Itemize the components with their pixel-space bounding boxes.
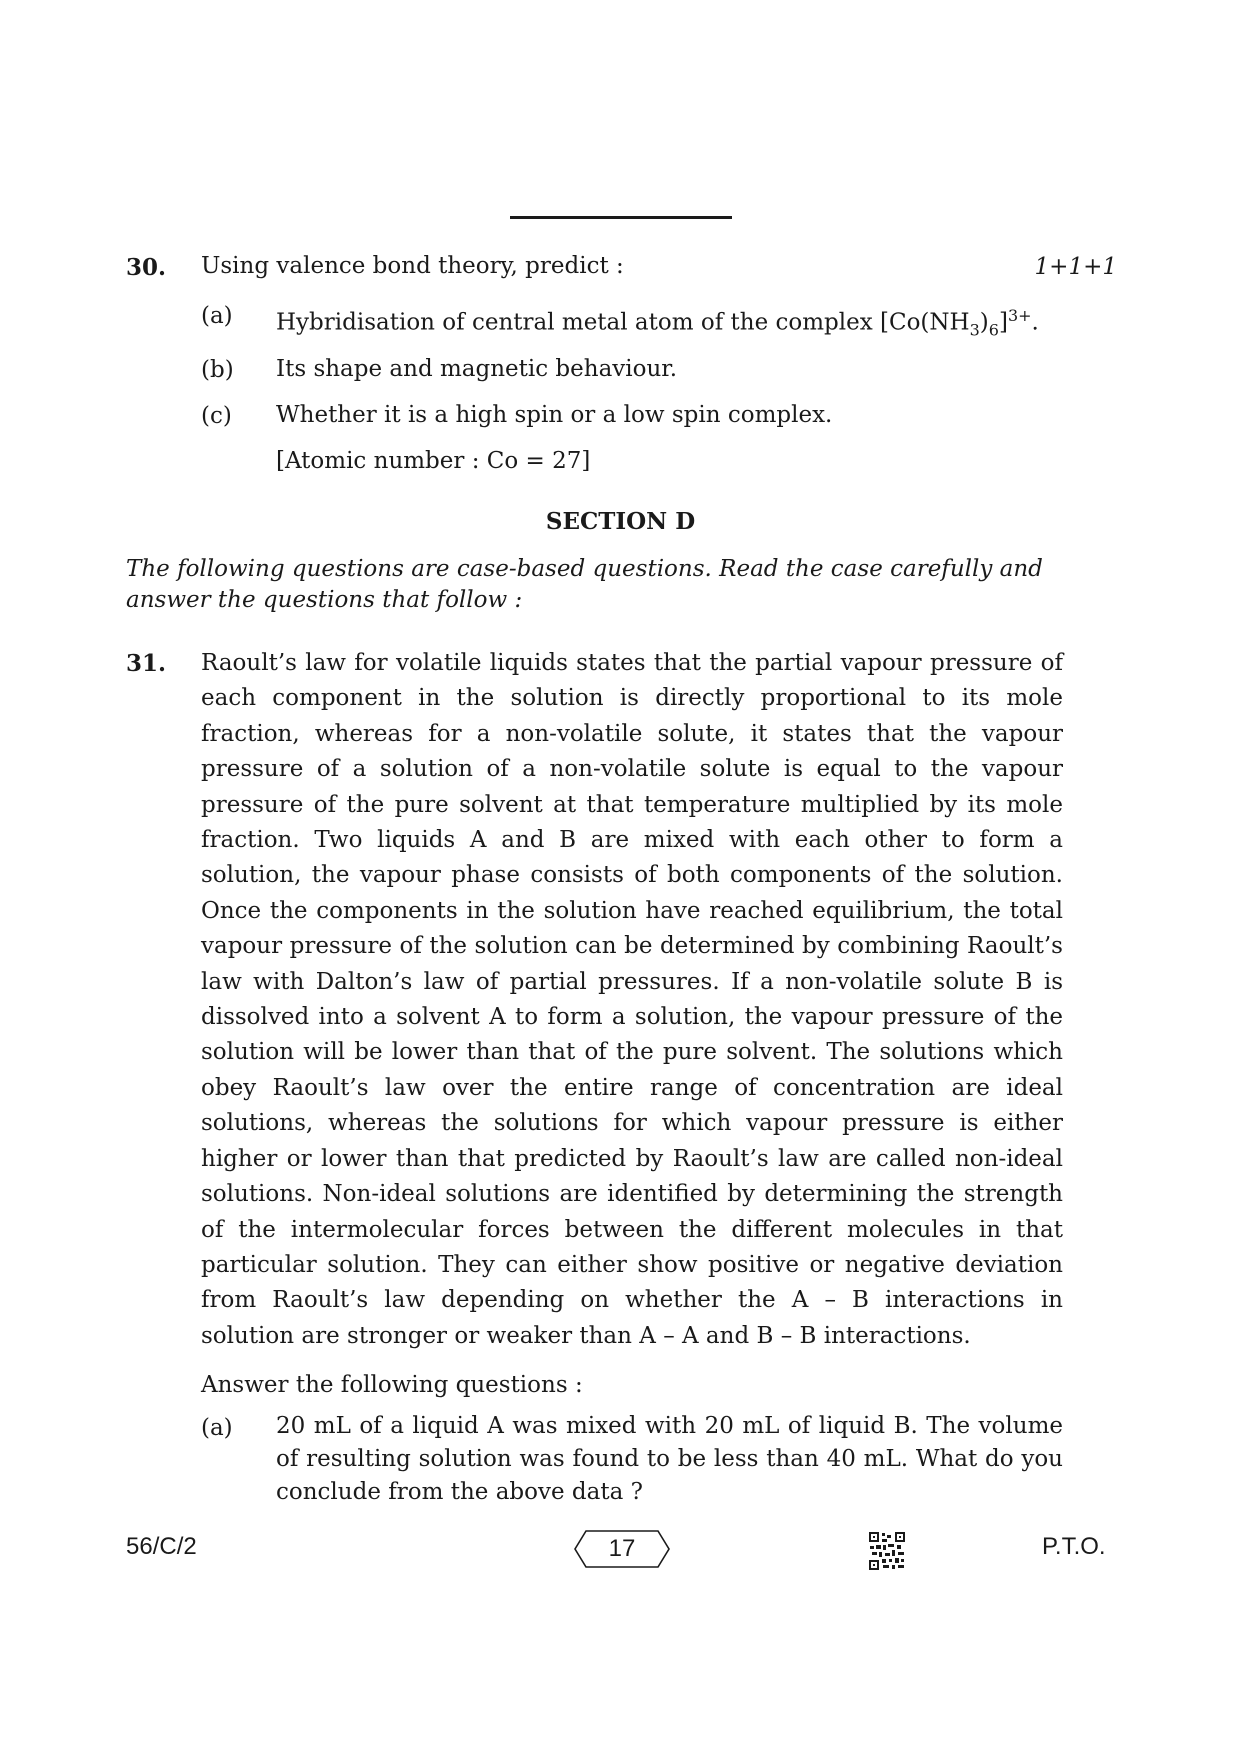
question-30-number: 30. [126,254,167,281]
top-rule [510,216,732,219]
q30-part-b-label: (b) [201,357,234,383]
question-30-marks: 1+1+1 [1034,254,1117,280]
section-title: SECTION D [545,508,696,535]
q31-part-a-text: 20 mL of a liquid A was mixed with 20 mL of liquid B. The volume of resulting solution was found to be less than 40 mL. What do you conclude from the above data ? [276,1413,1063,1505]
q30-part-a-text: Hybridisation of central metal atom of the complex $[Co(NH_3)_6]^{3+}$. [276,306,1039,340]
q30-part-c-text: Whether it is a high spin or a low spin complex. [276,402,833,428]
q31-part-a-label: (a) [201,1415,233,1441]
answer-intro: Answer the following questions : [201,1372,583,1398]
question-31-number: 31. [126,650,167,677]
paper-code: 56/C/2 [126,1533,197,1560]
please-turn-over: P.T.O. [1042,1533,1106,1560]
q30-part-b-text: Its shape and magnetic behaviour. [276,356,678,382]
page-number: 17 [608,1535,636,1562]
q30-note: [Atomic number : Co = 27] [276,448,591,474]
question-31-passage: Raoult’s law for volatile liquids states that the partial vapour pressure of each component in the solution is directly proportional to its mole fraction, whereas for a non-volatile solute, it states that the vapour pressure of a solution of a non-volatile solute is equal to the vapour pressure of the pure solvent at that temperature multiplied by its mole fraction. Two liquids A and B are mixed with each other to form a solution, the vapour phase consists of both components of the solution. Once the components in the solution have reached equilibrium, the total vapour pressure of the solution can be determined by combining Raoult’s law with Dalton’s law of partial pressures. If a non-volatile solute B is dissolved into a solvent A to form a solution, the vapour pressure of the solution will be lower than that of the pure solvent. The solutions which obey Raoult’s law over the entire range of concentration are ideal solutions, whereas the solutions for which vapour pressure is either higher or lower than that predicted by Raoult’s law are called non-ideal solutions. Non-ideal solutions are identified by determining the strength of the intermolecular forces between the different molecules in that particular solution. They can either show positive or negative deviation from Raoult’s law depending on whether the A – B interactions in solution are stronger or weaker than A – A and B – B interactions. [201,650,1063,1349]
question-30-prompt: Using valence bond theory, predict : [201,253,624,279]
qr-code-icon [869,1532,905,1570]
q30-part-c-label: (c) [201,403,232,429]
section-instructions: The following questions are case-based questions. Read the case carefully and answer the questions that follow : [126,556,1043,613]
q30-part-a-label: (a) [201,303,233,329]
